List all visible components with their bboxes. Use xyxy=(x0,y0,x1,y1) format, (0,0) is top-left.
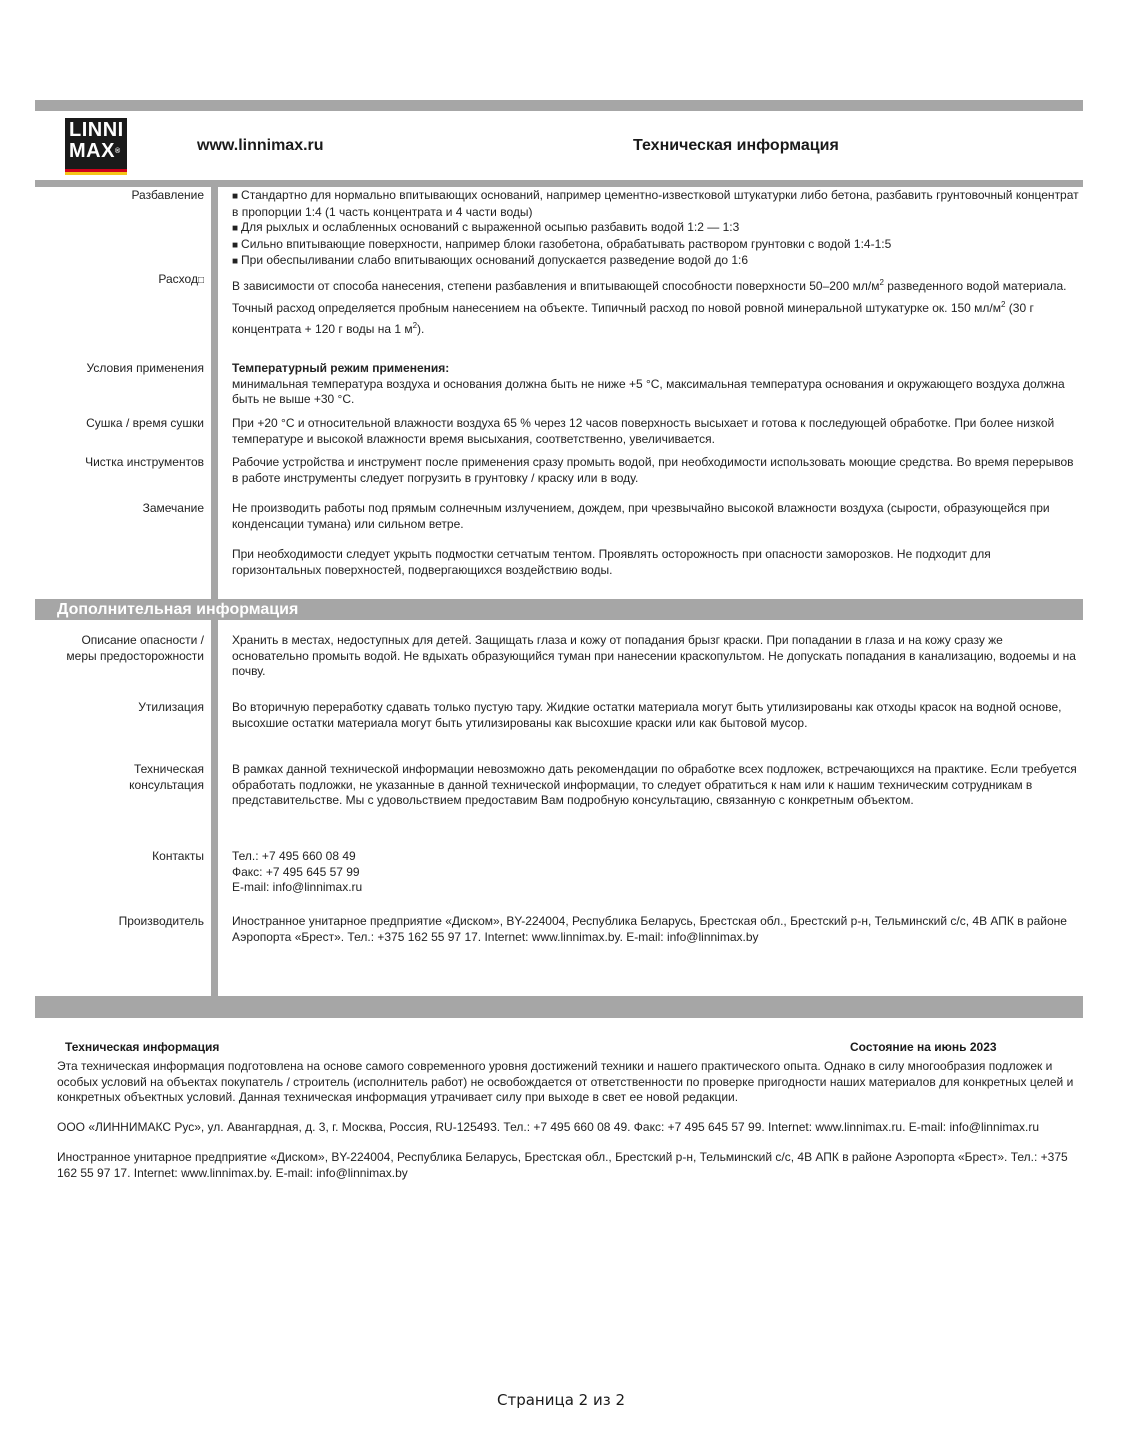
text-consumption: В зависимости от способа нанесения, степени разбавления и впитывающей способности поверхности 50–200 $мл/м^2$ разведенного водой материала. Точный расход определяется пробным нанесением на объекте. Типичный расход по новой ровной минеральной штукатурке ок. 150 $мл/м^2$ (30 г концентрата + 120 г воды на 1 $м^2$). xyxy=(232,278,1067,336)
section-title: Дополнительная информация xyxy=(57,601,299,618)
footer-date: Состояние на июнь 2023 xyxy=(850,1040,997,1054)
text-cleaning: Рабочие устройства и инструмент после применения сразу промыть водой, при необходимости использовать моющие средства. Во время перерывов в работе инструменты следует погрузить в грунтовку / краску или в воду. xyxy=(232,455,1074,485)
label-manufacturer: Производитель xyxy=(118,914,204,928)
top-bar xyxy=(35,100,1083,111)
label-mark: □ xyxy=(197,275,204,286)
text-disposal: Во вторичную переработку сдавать только пустую тару. Жидкие остатки материала могут быть утилизированы как отходы красок на водной основе, высохшие остатки материала могут быть утилизированы как высохшие краски или как бытовой мусор. xyxy=(232,700,1062,730)
label-dilution: Разбавление xyxy=(131,188,204,202)
text-note-2: При необходимости следует укрыть подмостки сетчатым тентом. Проявлять осторожность при опасности заморозков. Не подходит для горизонтальных поверхностей, подвергающихся воздействию воды. xyxy=(232,547,991,577)
label-contacts: Контакты xyxy=(152,849,204,863)
text-manufacturer: Иностранное унитарное предприятие «Диском», BY-224004, Республика Беларусь, Брестская обл., Брестский р-н, Тельминский с/с, 4В АПК в районе Аэропорта «Брест». Тел.: +375 162 55 97 17. Internet: www.linnimax.by. E-mail: info@linnimax.by xyxy=(232,914,1067,944)
column-divider-top xyxy=(211,187,218,599)
linnimax-logo xyxy=(65,118,127,174)
flag-stripe-gold xyxy=(65,172,127,175)
conditions-heading: Температурный режим применения: xyxy=(232,361,450,375)
header-divider xyxy=(35,180,1083,187)
text-note-1: Не производить работы под прямым солнечным излучением, дождем, при чрезвычайно высокой влажности воздуха (сырости, образующейся при конденсации тумана) или сильном ветре. xyxy=(232,501,1050,531)
text-hazard: Хранить в местах, недоступных для детей. Защищать глаза и кожу от попадания брызг краски. При попадании в глаза и на кожу сразу же основательно промыть водой. Не вдыхать образующийся туман при нанесении краскопультом. Не допускать попадания в канализацию, водоемы и на почву. xyxy=(232,633,1076,678)
header-website: www.linnimax.ru xyxy=(197,137,324,154)
header-title: Техническая информация xyxy=(633,137,839,154)
label-drying: Сушка / время сушки xyxy=(86,416,204,430)
text-conditions xyxy=(232,361,1080,408)
dilution-item: ■ При обеспыливании слабо впитывающих оснований допускается разведение водой до 1:6 xyxy=(232,253,749,267)
page-number: Страница 2 из 2 xyxy=(497,1391,625,1409)
contact-email: E-mail: info@linnimax.ru xyxy=(232,880,363,894)
logo-mark xyxy=(65,118,127,166)
footer-disclaimer: Эта техническая информация подготовлена на основе самого современного уровня достижений техники и нашего практического опыта. Однако в силу многообразия подложек и особых условий на объектах покупатель / строитель (исполнитель работ) не освобождается от ответственности по проверке пригодности наших материалов для конкретных целей и конкретных объектных условий. Данная техническая информация утрачивает силу при выходе в свет ее новой редакции. xyxy=(57,1059,1074,1104)
column-divider-bottom xyxy=(211,620,218,996)
footer-company-by: Иностранное унитарное предприятие «Диском», BY-224004, Республика Беларусь, Брестская обл., Брестский р-н, Тельминский с/с, 4В АПК в районе Аэропорта «Брест». Тел.: +375 162 55 97 17. Internet: www.linnimax.by. E-mail: info@linnimax.by xyxy=(57,1150,1068,1180)
text-dilution xyxy=(232,188,1080,270)
dilution-item: ■ Стандартно для нормально впитывающих оснований, например цементно-известковой штукатурки либо бетона, разбавить грунтовочный концентрат в пропорции 1:4 (1 часть концентрата и 4 части воды) xyxy=(232,188,1079,219)
logo-line-1: LINNI xyxy=(69,119,124,141)
text-drying: При +20 °C и относительной влажности воздуха 65 % через 12 часов поверхность высыхает и готова к последующей обработке. При более низкой температуре и высокой влажности время высыхания, соответственно, увеличивается. xyxy=(232,416,1055,446)
logo-line-2: MAX® xyxy=(69,140,121,162)
conditions-text: минимальная температура воздуха и основания должна быть не ниже +5 °C, максимальная температура основания и окружающего воздуха должна быть не выше +30 °C. xyxy=(232,376,1065,406)
label-hazard: Описание опасности / меры предосторожности xyxy=(66,633,204,663)
label-consumption: Расход□ xyxy=(158,272,204,286)
label-note: Замечание xyxy=(142,501,204,515)
footer-title: Техническая информация xyxy=(65,1040,220,1054)
dilution-item: ■ Для рыхлых и ослабленных оснований с выраженной осыпью разбавить водой 1:2 — 1:3 xyxy=(232,220,740,234)
bottom-bar xyxy=(35,996,1083,1018)
contact-phone: Тел.: +7 495 660 08 49 xyxy=(232,849,356,863)
text-contacts xyxy=(232,849,1080,896)
dilution-item: ■ Сильно впитывающие поверхности, например блоки газобетона, обрабатывать раствором грунтовки с водой 1:4-1:5 xyxy=(232,236,892,251)
label-disposal: Утилизация xyxy=(138,700,204,714)
label-cleaning: Чистка инструментов xyxy=(85,455,204,469)
footer-company-ru: ООО «ЛИННИМАКС Рус», ул. Авангардная, д. 3, г. Москва, Россия, RU-125493. Тел.: +7 495 660 08 49. Факс: +7 495 645 57 99. Internet: www.linnimax.ru. E-mail: info@linnimax.ru xyxy=(57,1120,1039,1134)
contact-fax: Факс: +7 495 645 57 99 xyxy=(232,864,360,879)
text-consultation: В рамках данной технической информации невозможно дать рекомендации по обработке всех подложек, встречающихся на практике. Если требуется обработать подложки, не указанные в данной технической информации, то следует обратиться к нам или к нашим техническим сотрудникам в представительстве. Мы с удовольствием предоставим Вам подробную консультацию, связанную с конкретным объектом. xyxy=(232,762,1077,807)
label-consultation: Техническая консультация xyxy=(129,762,204,792)
label-conditions: Условия применения xyxy=(86,361,204,375)
